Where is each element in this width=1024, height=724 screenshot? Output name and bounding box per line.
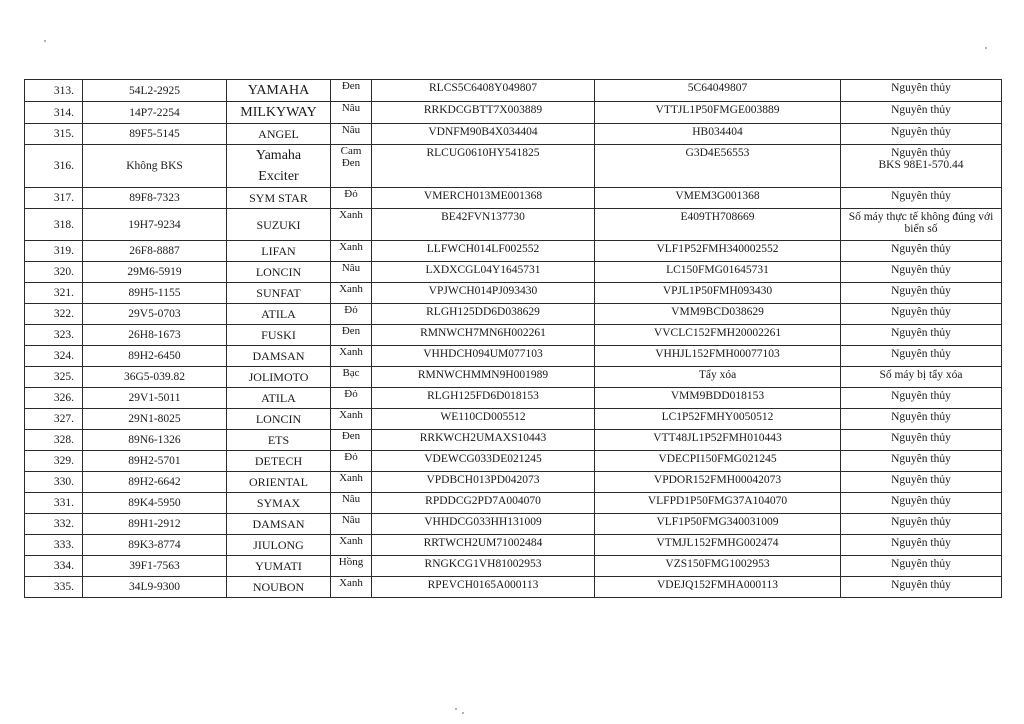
engine-number-cell: VTT48JL1P52FMH010443 [595,430,841,451]
frame-number-cell: VHHDCH094UM077103 [372,346,595,367]
table-row [25,367,1002,388]
brand-cell: JOLIMOTO [227,367,331,388]
row-number: 322. [25,304,83,325]
frame-number-cell: RLCUG0610HY541825 [372,145,595,188]
brand-cell: LONCIN [227,262,331,283]
color-cell [331,145,372,188]
brand-cell: SYM STAR [227,188,331,209]
status-note-cell-line: Số máy thực tế không đúng với [848,211,994,223]
frame-number-cell: LLFWCH014LF002552 [372,241,595,262]
color-cell: Đỏ [331,388,372,409]
engine-number-cell: 5C64049807 [595,80,841,102]
brand-cell: ETS [227,430,331,451]
row-number: 327. [25,409,83,430]
brand-cell: LIFAN [227,241,331,262]
license-plate-cell: 39F1-7563 [83,556,227,577]
frame-number-cell: RLGH125FD6D018153 [372,388,595,409]
frame-number-cell: RRTWCH2UM71002484 [372,535,595,556]
table-row [25,304,1002,325]
brand-cell: ANGEL [227,124,331,145]
color-cell: Xanh [331,346,372,367]
table-row [25,472,1002,493]
license-plate-cell: 89N6-1326 [83,430,227,451]
license-plate-cell: 29N1-8025 [83,409,227,430]
table-row [25,535,1002,556]
license-plate-cell: 29V5-0703 [83,304,227,325]
row-number: 332. [25,514,83,535]
row-number: 324. [25,346,83,367]
status-note-cell: Nguyên thủy [841,493,1002,514]
status-note-cell: Nguyên thủy [841,409,1002,430]
status-note-cell: Nguyên thủy [841,577,1002,598]
status-note-cell: Nguyên thủy [841,556,1002,577]
engine-number-cell: VHHJL152FMH00077103 [595,346,841,367]
color-cell: Xanh [331,577,372,598]
engine-number-cell: VMEM3G001368 [595,188,841,209]
color-cell: Đen [331,80,372,102]
row-number: 328. [25,430,83,451]
color-cell: Xanh [331,472,372,493]
row-number: 335. [25,577,83,598]
frame-number-cell: RRKWCH2UMAXS10443 [372,430,595,451]
brand-cell [227,145,331,188]
status-note-cell: Nguyên thủy [841,241,1002,262]
row-number: 329. [25,451,83,472]
license-plate-cell: 19H7-9234 [83,209,227,241]
engine-number-cell: VZS150FMG1002953 [595,556,841,577]
status-note-cell: Nguyên thủy [841,430,1002,451]
engine-number-cell: Tẩy xóa [595,367,841,388]
brand-cell: ATILA [227,304,331,325]
status-note-cell: Nguyên thủy [841,472,1002,493]
color-cell: Xanh [331,535,372,556]
status-note-cell-line: Nguyên thủy [891,147,951,159]
row-number: 330. [25,472,83,493]
frame-number-cell: RNGKCG1VH81002953 [372,556,595,577]
status-note-cell: Nguyên thủy [841,451,1002,472]
engine-number-cell: HB034404 [595,124,841,145]
table-row [25,188,1002,209]
color-cell: Nâu [331,262,372,283]
color-cell: Xanh [331,209,372,241]
license-plate-cell: 54L2-2925 [83,80,227,102]
brand-cell: FUSKI [227,325,331,346]
brand-cell: NOUBON [227,577,331,598]
table-row [25,325,1002,346]
color-cell-line: Đen [341,157,361,169]
license-plate-cell: 29M6-5919 [83,262,227,283]
color-cell: Xanh [331,283,372,304]
color-cell: Xanh [331,409,372,430]
table-row [25,388,1002,409]
brand-cell: SUNFAT [227,283,331,304]
status-note-cell: Nguyên thủy [841,304,1002,325]
row-number: 334. [25,556,83,577]
license-plate-cell: 89F8-7323 [83,188,227,209]
status-note-cell: Nguyên thủy [841,346,1002,367]
table-row [25,102,1002,124]
row-number: 313. [25,80,83,102]
frame-number-cell: VMERCH013ME001368 [372,188,595,209]
license-plate-cell: 89H5-1155 [83,283,227,304]
brand-cell: SYMAX [227,493,331,514]
status-note-cell: Nguyên thủy [841,102,1002,124]
license-plate-cell: 14P7-2254 [83,102,227,124]
engine-number-cell: LC150FMG01645731 [595,262,841,283]
frame-number-cell: BE42FVN137730 [372,209,595,241]
engine-number-cell: VLF1P50FMG340031009 [595,514,841,535]
color-cell: Đỏ [331,451,372,472]
table-row [25,262,1002,283]
status-note-cell: Số máy bị tẩy xóa [841,367,1002,388]
frame-number-cell: WE110CD005512 [372,409,595,430]
engine-number-cell: VLFPD1P50FMG37A104070 [595,493,841,514]
frame-number-cell: RLCS5C6408Y049807 [372,80,595,102]
frame-number-cell: RPEVCH0165A000113 [372,577,595,598]
frame-number-cell: VDEWCG033DE021245 [372,451,595,472]
row-number: 319. [25,241,83,262]
status-note-cell: Nguyên thủy [841,325,1002,346]
engine-number-cell: G3D4E56553 [595,145,841,188]
table-row [25,493,1002,514]
license-plate-cell: 89K4-5950 [83,493,227,514]
color-cell-line: Cam [340,145,362,157]
frame-number-cell: VDNFM90B4X034404 [372,124,595,145]
brand-cell: DAMSAN [227,346,331,367]
status-note-cell: Nguyên thủy [841,124,1002,145]
table-body [25,80,1002,598]
color-cell: Nâu [331,124,372,145]
engine-number-cell: VMM9BDD018153 [595,388,841,409]
table-row [25,124,1002,145]
row-number: 316. [25,145,83,188]
row-number: 333. [25,535,83,556]
brand-cell: LONCIN [227,409,331,430]
license-plate-cell: 26H8-1673 [83,325,227,346]
row-number: 321. [25,283,83,304]
row-number: 325. [25,367,83,388]
brand-cell: ATILA [227,388,331,409]
color-cell: Đỏ [331,304,372,325]
frame-number-cell: RMNWCHMMN9H001989 [372,367,595,388]
brand-cell-line: Yamaha [255,148,302,163]
frame-number-cell: LXDXCGL04Y1645731 [372,262,595,283]
status-note-cell: Nguyên thủy [841,388,1002,409]
row-number: 317. [25,188,83,209]
brand-cell: YAMAHA [227,80,331,102]
license-plate-cell: Không BKS [83,145,227,188]
brand-cell: YUMATI [227,556,331,577]
vehicle-table-sheet [24,79,1001,598]
status-note-cell: Nguyên thủy [841,188,1002,209]
row-number: 318. [25,209,83,241]
license-plate-cell: 89F5-5145 [83,124,227,145]
license-plate-cell: 89H2-6642 [83,472,227,493]
frame-number-cell: RMNWCH7MN6H002261 [372,325,595,346]
engine-number-cell: VPDOR152FMH00042073 [595,472,841,493]
license-plate-cell: 26F8-8887 [83,241,227,262]
vehicle-table [24,79,1002,598]
status-note-cell [841,145,1002,188]
engine-number-cell: VLF1P52FMH340002552 [595,241,841,262]
engine-number-cell: VPJL1P50FMH093430 [595,283,841,304]
row-number: 315. [25,124,83,145]
table-row [25,145,1002,188]
row-number: 326. [25,388,83,409]
table-row [25,430,1002,451]
status-note-cell: Nguyên thủy [841,535,1002,556]
color-cell: Đen [331,430,372,451]
row-number: 323. [25,325,83,346]
table-row [25,514,1002,535]
brand-cell-line: Exciter [258,169,299,184]
status-note-cell-line: BKS 98E1-570.44 [878,159,964,171]
brand-cell: MILKYWAY [227,102,331,124]
brand-cell: DETECH [227,451,331,472]
license-plate-cell: 29V1-5011 [83,388,227,409]
table-row [25,451,1002,472]
brand-cell: ORIENTAL [227,472,331,493]
engine-number-cell: VVCLC152FMH20002261 [595,325,841,346]
color-cell: Nâu [331,493,372,514]
table-row [25,556,1002,577]
engine-number-cell: VMM9BCD038629 [595,304,841,325]
frame-number-cell: RLGH125DD6D038629 [372,304,595,325]
table-row [25,80,1002,102]
license-plate-cell: 89H1-2912 [83,514,227,535]
engine-number-cell: VDECPI150FMG021245 [595,451,841,472]
table-row [25,346,1002,367]
color-cell: Đỏ [331,188,372,209]
table-row [25,283,1002,304]
row-number: 314. [25,102,83,124]
license-plate-cell: 89H2-5701 [83,451,227,472]
engine-number-cell: VTMJL152FMHG002474 [595,535,841,556]
color-cell: Nâu [331,102,372,124]
engine-number-cell: VTTJL1P50FMGE003889 [595,102,841,124]
brand-cell: JIULONG [227,535,331,556]
status-note-cell: Nguyên thủy [841,262,1002,283]
color-cell: Đen [331,325,372,346]
color-cell: Bạc [331,367,372,388]
license-plate-cell: 89H2-6450 [83,346,227,367]
frame-number-cell: VPJWCH014PJ093430 [372,283,595,304]
frame-number-cell: RPDDCG2PD7A004070 [372,493,595,514]
brand-cell: DAMSAN [227,514,331,535]
table-row [25,209,1002,241]
color-cell: Hồng [331,556,372,577]
status-note-cell: Nguyên thủy [841,514,1002,535]
color-cell: Xanh [331,241,372,262]
table-row [25,577,1002,598]
status-note-cell: Nguyên thủy [841,80,1002,102]
row-number: 320. [25,262,83,283]
license-plate-cell: 36G5-039.82 [83,367,227,388]
status-note-cell: Nguyên thủy [841,283,1002,304]
status-note-cell-line: biển số [904,223,938,235]
frame-number-cell: RRKDCGBTT7X003889 [372,102,595,124]
engine-number-cell: E409TH708669 [595,209,841,241]
engine-number-cell: VDEJQ152FMHA000113 [595,577,841,598]
license-plate-cell: 89K3-8774 [83,535,227,556]
license-plate-cell: 34L9-9300 [83,577,227,598]
row-number: 331. [25,493,83,514]
table-row [25,409,1002,430]
frame-number-cell: VHHDCG033HH131009 [372,514,595,535]
table-row [25,241,1002,262]
frame-number-cell: VPDBCH013PD042073 [372,472,595,493]
color-cell: Nâu [331,514,372,535]
engine-number-cell: LC1P52FMHY0050512 [595,409,841,430]
brand-cell: SUZUKI [227,209,331,241]
status-note-cell [841,209,1002,241]
